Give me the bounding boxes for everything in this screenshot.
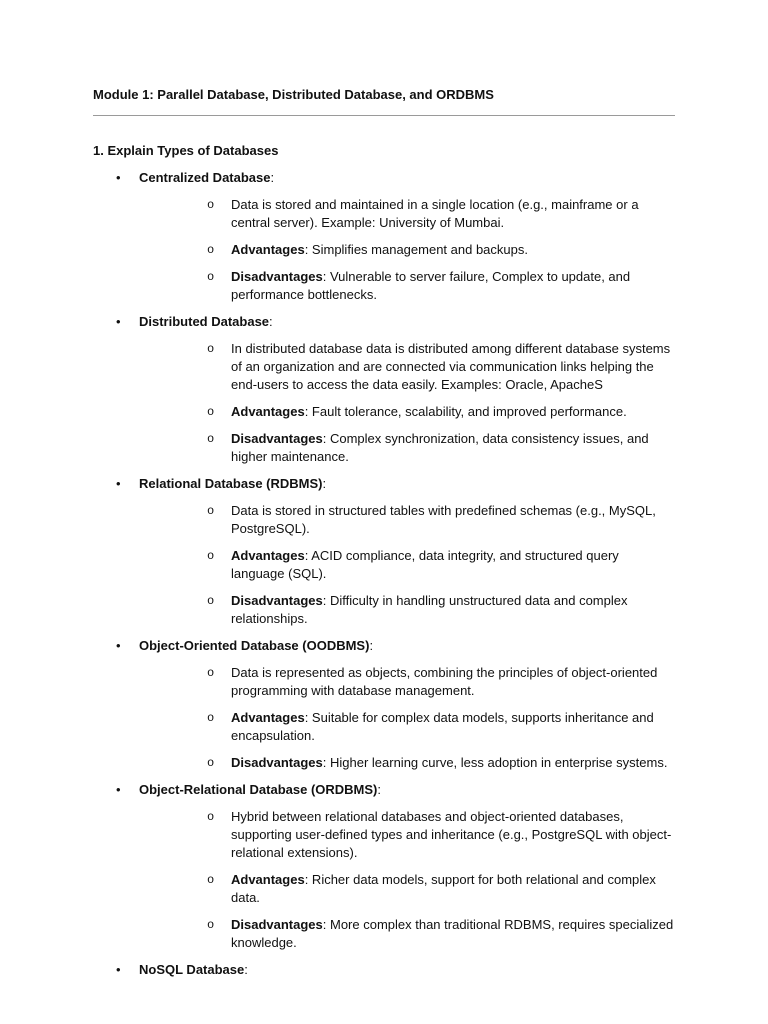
- point-label: Disadvantages: [231, 593, 323, 608]
- topic-item: [93, 637, 675, 772]
- point-label: Advantages: [231, 548, 305, 563]
- topic-heading: [139, 313, 675, 331]
- point-label: Disadvantages: [231, 755, 323, 770]
- sub-bullet-icon: o: [207, 756, 215, 770]
- topic-item: [93, 169, 675, 304]
- point-item: [139, 340, 675, 394]
- topic-heading: [139, 169, 675, 187]
- topic-item: [93, 961, 675, 979]
- point-item: [139, 403, 675, 421]
- point-item: [139, 547, 675, 583]
- topic-title: Centralized Database: [139, 170, 271, 185]
- point-item: [139, 709, 675, 745]
- point-text: : Vulnerable to server failure, Complex to update, and performance bottlenecks.: [231, 269, 631, 302]
- topic-title-suffix: :: [322, 476, 327, 491]
- point-text: : Higher learning curve, less adoption in enterprise systems.: [322, 755, 668, 770]
- topic-title: Object-Oriented Database (OODBMS): [139, 638, 370, 653]
- topic-title: NoSQL Database: [139, 962, 245, 977]
- topic-heading: [139, 781, 675, 799]
- topic-heading: [139, 961, 675, 979]
- title-divider: [93, 115, 675, 116]
- point-label: Disadvantages: [231, 917, 323, 932]
- sub-bullet-icon: o: [207, 504, 215, 518]
- topic-title-suffix: :: [377, 782, 381, 797]
- point-text: Data is stored in structured tables with predefined schemas (e.g., MySQL, PostgreSQL).: [231, 503, 656, 536]
- point-item: [139, 916, 675, 952]
- sub-bullet-icon: o: [207, 270, 215, 284]
- bullet-icon: •: [116, 638, 121, 653]
- topic-heading: [139, 637, 675, 655]
- point-item: [139, 268, 675, 304]
- sub-bullet-icon: o: [207, 243, 215, 257]
- topic-item: [93, 781, 675, 952]
- point-text: Hybrid between relational databases and object-oriented databases, supporting user-defined types and inheritance (e.g., PostgreSQL with object-relational extensions).: [231, 809, 672, 860]
- point-list: [139, 808, 675, 952]
- point-label: Advantages: [231, 710, 305, 725]
- topic-title-suffix: :: [369, 638, 374, 653]
- point-label: Advantages: [231, 242, 305, 257]
- point-item: [139, 592, 675, 628]
- bullet-icon: •: [116, 782, 121, 797]
- point-text: : Simplifies management and backups.: [304, 242, 528, 257]
- point-item: [139, 664, 675, 700]
- point-list: [139, 340, 675, 466]
- topic-item: [93, 313, 675, 466]
- point-item: [139, 430, 675, 466]
- point-text: : ACID compliance, data integrity, and structured query language (SQL).: [231, 548, 619, 581]
- section-heading: 1. Explain Types of Databases: [93, 143, 279, 158]
- bullet-icon: •: [116, 962, 121, 977]
- sub-bullet-icon: o: [207, 594, 215, 608]
- sub-bullet-icon: o: [207, 198, 215, 212]
- point-label: Advantages: [231, 872, 305, 887]
- point-text: Data is stored and maintained in a single location (e.g., mainframe or a central server). Example: University of Mumbai.: [231, 197, 639, 230]
- document-title: Module 1: Parallel Database, Distributed Database, and ORDBMS: [93, 87, 494, 102]
- sub-bullet-icon: o: [207, 549, 215, 563]
- sub-bullet-icon: o: [207, 342, 215, 356]
- point-text: : Difficulty in handling unstructured data and complex relationships.: [231, 593, 628, 626]
- point-list: [139, 502, 675, 628]
- sub-bullet-icon: o: [207, 711, 215, 725]
- point-list: [139, 664, 675, 772]
- point-label: Disadvantages: [231, 431, 323, 446]
- topic-item: [93, 475, 675, 628]
- point-item: [139, 754, 675, 772]
- point-label: Advantages: [231, 404, 305, 419]
- topic-title-suffix: :: [269, 314, 273, 329]
- point-text: : Suitable for complex data models, supports inheritance and encapsulation.: [231, 710, 654, 743]
- topic-title: Object-Relational Database (ORDBMS): [139, 782, 378, 797]
- topic-title: Relational Database (RDBMS): [139, 476, 323, 491]
- point-text: : More complex than traditional RDBMS, requires specialized knowledge.: [231, 917, 674, 950]
- sub-bullet-icon: o: [207, 432, 215, 446]
- sub-bullet-icon: o: [207, 810, 215, 824]
- point-text: : Richer data models, support for both relational and complex data.: [231, 872, 656, 905]
- sub-bullet-icon: o: [207, 666, 215, 680]
- point-text: : Complex synchronization, data consistency issues, and higher maintenance.: [231, 431, 649, 464]
- point-text: In distributed database data is distributed among different database systems of an organization and are connected via communication links helping the end-users to access the data easily. Examples: Oracle, ApacheS: [231, 341, 671, 392]
- point-item: [139, 502, 675, 538]
- sub-bullet-icon: o: [207, 918, 215, 932]
- point-item: [139, 871, 675, 907]
- point-item: [139, 196, 675, 232]
- topic-title-suffix: :: [270, 170, 275, 185]
- bullet-icon: •: [116, 314, 121, 329]
- topic-title-suffix: :: [244, 962, 248, 977]
- point-label: Disadvantages: [231, 269, 323, 284]
- sub-bullet-icon: o: [207, 405, 215, 419]
- bullet-icon: •: [116, 476, 121, 491]
- point-item: [139, 808, 675, 862]
- bullet-icon: •: [116, 170, 121, 185]
- point-item: [139, 241, 675, 259]
- document-page: [93, 86, 675, 988]
- topic-list: [93, 169, 675, 979]
- point-list: [139, 196, 675, 304]
- topic-heading: [139, 475, 675, 493]
- sub-bullet-icon: o: [207, 873, 215, 887]
- topic-title: Distributed Database: [139, 314, 270, 329]
- point-text: : Fault tolerance, scalability, and improved performance.: [304, 404, 627, 419]
- point-text: Data is represented as objects, combining the principles of object-oriented programming with database management.: [231, 665, 658, 698]
